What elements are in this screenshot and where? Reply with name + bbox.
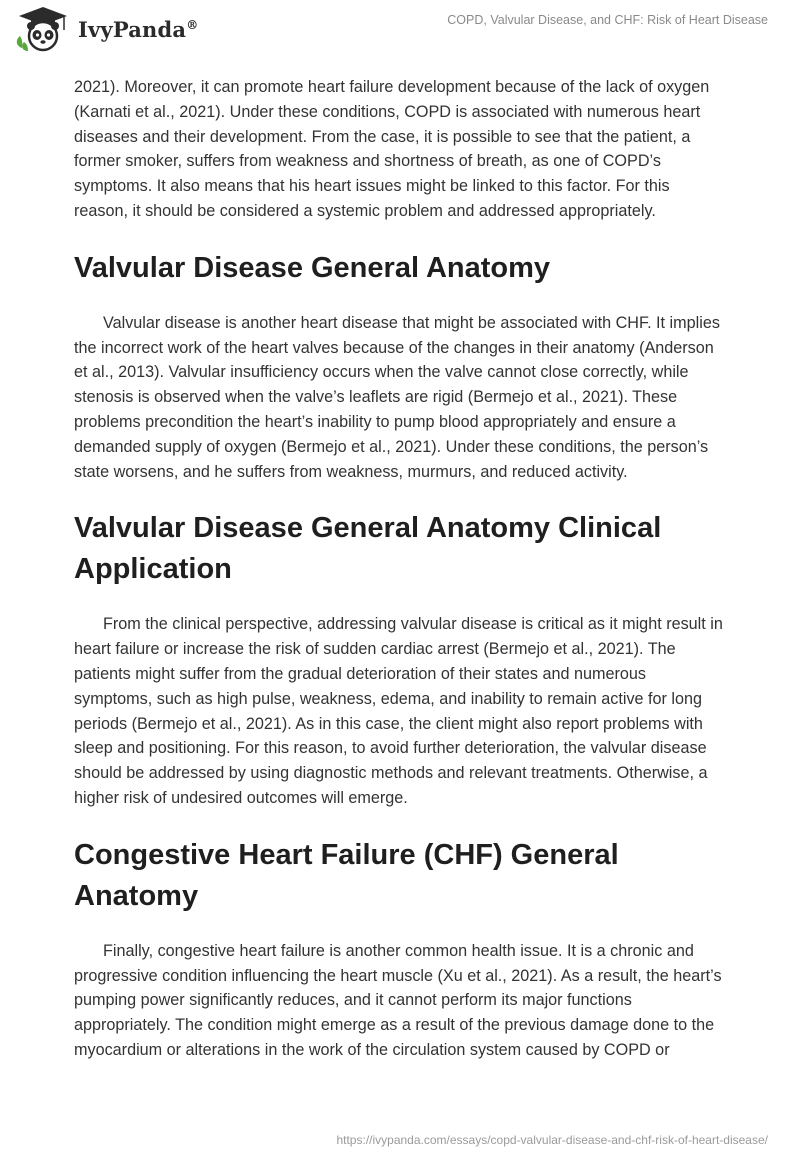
- section-heading-valvular-clinical: Valvular Disease General Anatomy Clinical Application: [74, 512, 662, 586]
- intro-paragraph: 2021). Moreover, it can promote heart failure development because of the lack of oxygen (Karnati et al., 2021). Under these conditions, COPD is associated with numerous heart diseases and their development. From the case, it is possible to see that the patient, a former smoker, suffers from weakness and shortness of breath, as one of COPD’s symptoms. It also means that his heart issues might be linked to this factor. For this reason, it should be considered a systemic problem and addressed appropriately.: [74, 78, 710, 220]
- page-header: [0, 0, 800, 70]
- document-title: COPD, Valvular Disease, and CHF: Risk of Heart Disease: [447, 13, 768, 27]
- source-url-link[interactable]: https://ivypanda.com/essays/copd-valvular-disease-and-chf-risk-of-heart-disease/: [336, 1133, 768, 1147]
- section-paragraph-chf-anatomy: Finally, congestive heart failure is another common health issue. It is a chronic and progressive condition influencing the heart muscle (Xu et al., 2021). As a result, the heart’s pumping power significantly reduces, and it cannot perform its major functions appropriately. The condition might emerge as a result of the previous damage done to the myocardium or alterations in the work of the circulation system caused by COPD or: [74, 941, 722, 1059]
- section-heading-chf-anatomy: Congestive Heart Failure (CHF) General Anatomy: [74, 838, 619, 912]
- panda-graduate-icon: [14, 6, 72, 52]
- section-paragraph-valvular-clinical: From the clinical perspective, addressing valvular disease is critical as it might result in heart failure or increase the risk of sudden cardiac arrest (Bermejo et al., 2021). The patients might suffer from the gradual deterioration of their states and numerous symptoms, such as high pulse, weakness, edema, and inability to remain active for long periods (Bermejo et al., 2021). As in this case, the client might also report problems with sleep and positioning. For this reason, to avoid further deterioration, the valvular disease should be addressed by using diagnostic methods and relevant treatments. Otherwise, a higher risk of undesired outcomes will emerge.: [74, 615, 723, 807]
- registered-mark: ®: [186, 17, 199, 32]
- section-heading-valvular-anatomy: Valvular Disease General Anatomy: [74, 251, 551, 284]
- ivypanda-logo[interactable]: [14, 6, 198, 52]
- section-paragraph-valvular-anatomy: Valvular disease is another heart disease that might be associated with CHF. It implies the incorrect work of the heart valves because of the changes in their anatomy (Anderson et al., 2013). Valvular insufficiency occurs when the valve cannot close correctly, while stenosis is observed when the valve’s leaflets are rigid (Bermejo et al., 2021). These problems precondition the heart’s inability to pump blood appropriately and ensure a demanded supply of oxygen (Bermejo et al., 2021). Under these conditions, the person’s state worsens, and he suffers from weakness, murmurs, and reduced activity.: [74, 313, 720, 481]
- essay-body: [74, 75, 726, 1063]
- brand-name: IvyPanda®: [78, 16, 199, 42]
